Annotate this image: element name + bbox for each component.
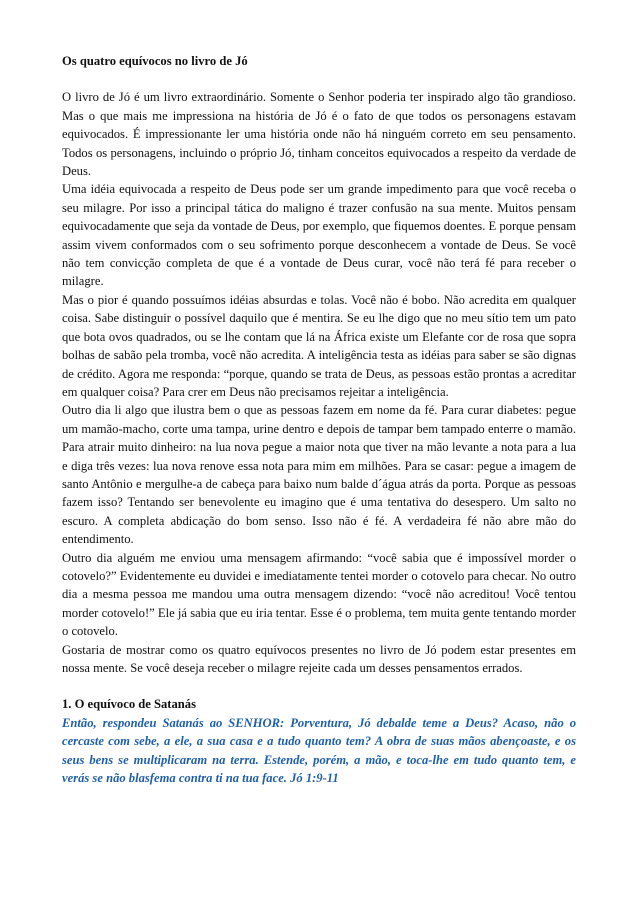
paragraph-1: O livro de Jó é um livro extraordinário. Somente o Senhor poderia ter inspirado algo tão grandioso. Mas o que mais me impressiona na história de Jó é o fato de que todos os personagens estavam equivocados. É impressionante ler uma história onde não há ninguém correto em seu pensamento. Todos os personagens, incluindo o próprio Jó, tinham conceitos equivocados a respeito da verdade de Deus. bbox=[62, 90, 576, 179]
paragraph-4: Outro dia li algo que ilustra bem o que as pessoas fazem em nome da fé. Para curar diabetes: pegue um mamão-macho, corte uma tampa, urine dentro e depois de tampar bem tampado enterre o mamão. Para atrair muito dinheiro: na lua nova pegue a maior nota que tiver na mão levante a nota para a lua e diga três vezes: lua nova renove essa nota para mim em milhões. Para se casar: pegue a imagem de santo Antônio e mergulhe-a de cabeça para baixo num balde d´água atrás da porta. Porque as pessoas fazem isso? Tentando ser benevolente eu imagino que é uma tentativa do desespero. Um salto no escuro. A completa abdicação do bom senso. Isso não é fé. A verdadeira fé não abre mão do entendimento. bbox=[62, 403, 576, 547]
document-title: Os quatro equívocos no livro de Jó bbox=[62, 54, 248, 68]
document-page bbox=[62, 52, 576, 787]
scripture-quote: Então, respondeu Satanás ao SENHOR: Porventura, Jó debalde teme a Deus? Acaso, não o cercaste com sebe, a ele, a sua casa e a tudo quanto tem? A obra de suas mãos abençoaste, e os seus bens se multiplicaram na terra. Estende, porém, a mão, e toca-lhe em tudo quanto tem, e verás se não blasfema contra ti na tua face. Jó 1:9-11 bbox=[62, 715, 576, 786]
section-heading: 1. O equívoco de Satanás bbox=[62, 697, 196, 712]
paragraph-5: Outro dia alguém me enviou uma mensagem afirmando: “você sabia que é impossível morder o cotovelo?” Evidentemente eu duvidei e imediatamente tentei morder o cotovelo para checar. No outro dia a mesma pessoa me mandou uma outra mensagem dizendo: “você não acreditou! Você tentou morder cotovelo!” Ele já sabia que eu iria tentar. Esse é o problema, tem muita gente tentando morder o cotovelo. bbox=[62, 550, 576, 639]
paragraph-2: Uma idéia equivocada a respeito de Deus pode ser um grande impedimento para que você receba o seu milagre. Por isso a principal tática do maligno é trazer confusão na sua mente. Muitos pensam equivocadamente que seja da vontade de Deus, por exemplo, que fiquemos doentes. E porque pensam assim vivem conformados com o seu sofrimento porque desconhecem a vontade de Deus. Se você não tem convicção completa de que é a vontade de Deus curar, você não terá fé para receber o milagre. bbox=[62, 182, 576, 289]
paragraph-3: Mas o pior é quando possuímos idéias absurdas e tolas. Você não é bobo. Não acredita em qualquer coisa. Sabe distinguir o possível daquilo que é mentira. Se eu lhe digo que no meu sítio tem um pato que bota ovos quadrados, ou se lhe contam que lá na África existe um Elefante cor de rosa que sopra bolhas de sabão pela tromba, você não acredita. A inteligência testa as idéias para saber se são dignas de crédito. Agora me responda: “porque, quando se trata de Deus, as pessoas estão prontas a acreditar em qualquer coisa? Para crer em Deus não precisamos rejeitar a inteligência. bbox=[62, 292, 576, 399]
paragraph-6: Gostaria de mostrar como os quatro equívocos presentes no livro de Jó podem estar presentes em nossa mente. Se você deseja receber o milagre rejeite cada um desses pensamentos errados. bbox=[62, 642, 576, 675]
